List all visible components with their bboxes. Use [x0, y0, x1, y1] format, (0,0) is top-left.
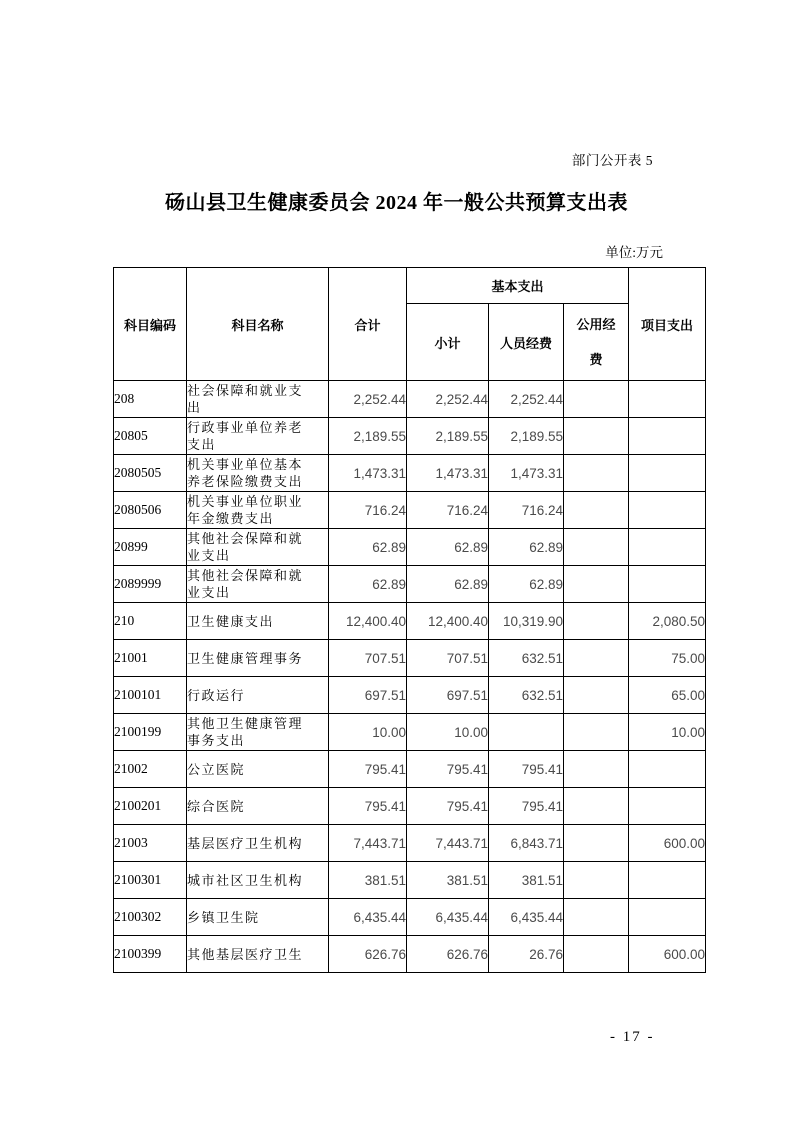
cell-project-expenditure: 600.00: [629, 825, 706, 862]
table-row: [114, 862, 706, 899]
cell-total: 795.41: [329, 788, 407, 825]
cell-subject-code: 20899: [114, 529, 187, 566]
cell-total: 10.00: [329, 714, 407, 751]
cell-basic-subtotal: 795.41: [407, 788, 489, 825]
cell-subject-name: [187, 788, 329, 825]
cell-total: 2,252.44: [329, 381, 407, 418]
cell-public-funds: [564, 418, 629, 455]
cell-public-funds: [564, 936, 629, 973]
cell-subject-name: [187, 936, 329, 973]
cell-subject-code: 2089999: [114, 566, 187, 603]
table-row: [114, 455, 706, 492]
cell-subject-name: [187, 677, 329, 714]
cell-total: 62.89: [329, 566, 407, 603]
cell-personnel-funds: 62.89: [489, 566, 564, 603]
cell-personnel-funds: 632.51: [489, 677, 564, 714]
cell-basic-subtotal: 626.76: [407, 936, 489, 973]
cell-subject-code: 2100201: [114, 788, 187, 825]
cell-subject-code: 21002: [114, 751, 187, 788]
cell-subject-name-text: 行政事业单位养老支出: [187, 420, 304, 452]
table-row: [114, 936, 706, 973]
cell-project-expenditure: 600.00: [629, 936, 706, 973]
cell-subject-code: 2080506: [114, 492, 187, 529]
unit-label: 单位:万元: [605, 245, 663, 260]
cell-basic-subtotal: 697.51: [407, 677, 489, 714]
column-header-total: 合计: [329, 268, 407, 381]
cell-total: 381.51: [329, 862, 407, 899]
cell-project-expenditure: [629, 381, 706, 418]
cell-subject-code: 2100301: [114, 862, 187, 899]
cell-public-funds: [564, 529, 629, 566]
cell-personnel-funds: 1,473.31: [489, 455, 564, 492]
cell-subject-name-text: 卫生健康支出: [187, 613, 275, 629]
cell-subject-name-text: 其他社会保障和就业支出: [187, 531, 304, 563]
cell-total: 697.51: [329, 677, 407, 714]
table-row: [114, 381, 706, 418]
cell-subject-code: 20805: [114, 418, 187, 455]
cell-subject-code: 2080505: [114, 455, 187, 492]
cell-subject-name-text: 社会保障和就业支出: [187, 383, 304, 415]
cell-total: 707.51: [329, 640, 407, 677]
table-row: [114, 418, 706, 455]
cell-subject-code: 2100101: [114, 677, 187, 714]
cell-public-funds: [564, 640, 629, 677]
cell-project-expenditure: [629, 862, 706, 899]
cell-subject-code: 208: [114, 381, 187, 418]
corner-label: 部门公开表 5: [571, 153, 653, 168]
cell-project-expenditure: [629, 455, 706, 492]
cell-subject-name-text: 其他社会保障和就业支出: [187, 568, 304, 600]
cell-subject-name-text: 机关事业单位基本养老保险缴费支出: [187, 457, 304, 489]
page-title: 砀山县卫生健康委员会 2024 年一般公共预算支出表: [165, 192, 628, 214]
cell-personnel-funds: 632.51: [489, 640, 564, 677]
cell-public-funds: [564, 566, 629, 603]
table-row: [114, 492, 706, 529]
cell-subject-name-text: 行政运行: [187, 687, 246, 703]
cell-subject-name: [187, 603, 329, 640]
table-header-row-1: [114, 268, 706, 304]
cell-total: 1,473.31: [329, 455, 407, 492]
cell-total: 2,189.55: [329, 418, 407, 455]
cell-public-funds: [564, 492, 629, 529]
cell-subject-code: 2100399: [114, 936, 187, 973]
cell-subject-name-text: 其他基层医疗卫生: [187, 946, 304, 962]
cell-project-expenditure: [629, 492, 706, 529]
cell-personnel-funds: 2,189.55: [489, 418, 564, 455]
cell-subject-name: [187, 825, 329, 862]
table-row: [114, 677, 706, 714]
cell-subject-name: [187, 751, 329, 788]
cell-subject-code: 210: [114, 603, 187, 640]
cell-basic-subtotal: 12,400.40: [407, 603, 489, 640]
cell-personnel-funds: 795.41: [489, 751, 564, 788]
cell-basic-subtotal: 707.51: [407, 640, 489, 677]
table-row: [114, 825, 706, 862]
cell-project-expenditure: [629, 899, 706, 936]
cell-subject-name: [187, 381, 329, 418]
cell-total: 6,435.44: [329, 899, 407, 936]
cell-project-expenditure: 65.00: [629, 677, 706, 714]
cell-project-expenditure: 75.00: [629, 640, 706, 677]
cell-basic-subtotal: 1,473.31: [407, 455, 489, 492]
cell-basic-subtotal: 62.89: [407, 529, 489, 566]
cell-subject-name-text: 公立医院: [187, 761, 246, 777]
column-header-public-funds-text: 公用经费: [576, 316, 616, 367]
cell-personnel-funds: [489, 714, 564, 751]
cell-subject-code: 2100302: [114, 899, 187, 936]
cell-project-expenditure: [629, 418, 706, 455]
cell-basic-subtotal: 795.41: [407, 751, 489, 788]
table-row: [114, 566, 706, 603]
cell-project-expenditure: [629, 529, 706, 566]
cell-personnel-funds: 716.24: [489, 492, 564, 529]
cell-subject-name: [187, 418, 329, 455]
column-header-public-funds: [564, 304, 629, 381]
cell-basic-subtotal: 2,189.55: [407, 418, 489, 455]
cell-total: 7,443.71: [329, 825, 407, 862]
cell-subject-code: 2100199: [114, 714, 187, 751]
cell-subject-name: [187, 455, 329, 492]
cell-personnel-funds: 381.51: [489, 862, 564, 899]
cell-subject-name-text: 乡镇卫生院: [187, 909, 260, 925]
cell-basic-subtotal: 7,443.71: [407, 825, 489, 862]
cell-project-expenditure: 10.00: [629, 714, 706, 751]
cell-public-funds: [564, 825, 629, 862]
cell-personnel-funds: 2,252.44: [489, 381, 564, 418]
cell-personnel-funds: 26.76: [489, 936, 564, 973]
cell-subject-name: [187, 714, 329, 751]
column-header-project-expenditure: 项目支出: [629, 268, 706, 381]
cell-public-funds: [564, 862, 629, 899]
cell-subject-name-text: 综合医院: [187, 798, 246, 814]
cell-personnel-funds: 62.89: [489, 529, 564, 566]
cell-subject-name: [187, 862, 329, 899]
table-row: [114, 529, 706, 566]
table-row: [114, 788, 706, 825]
cell-total: 716.24: [329, 492, 407, 529]
cell-project-expenditure: 2,080.50: [629, 603, 706, 640]
budget-table: [113, 267, 706, 973]
cell-subject-code: 21003: [114, 825, 187, 862]
cell-basic-subtotal: 381.51: [407, 862, 489, 899]
cell-subject-name: [187, 529, 329, 566]
cell-subject-name-text: 基层医疗卫生机构: [187, 835, 304, 851]
cell-total: 12,400.40: [329, 603, 407, 640]
cell-public-funds: [564, 751, 629, 788]
column-group-basic-expenditure: 基本支出: [407, 268, 629, 304]
cell-personnel-funds: 6,435.44: [489, 899, 564, 936]
cell-basic-subtotal: 716.24: [407, 492, 489, 529]
cell-public-funds: [564, 381, 629, 418]
cell-public-funds: [564, 455, 629, 492]
cell-subject-name: [187, 566, 329, 603]
table-row: [114, 899, 706, 936]
table-row: [114, 603, 706, 640]
cell-basic-subtotal: 2,252.44: [407, 381, 489, 418]
cell-subject-name: [187, 899, 329, 936]
table-row: [114, 751, 706, 788]
cell-public-funds: [564, 714, 629, 751]
cell-total: 62.89: [329, 529, 407, 566]
cell-personnel-funds: 795.41: [489, 788, 564, 825]
cell-project-expenditure: [629, 788, 706, 825]
cell-subject-name-text: 其他卫生健康管理事务支出: [187, 716, 304, 748]
column-header-name: 科目名称: [187, 268, 329, 381]
cell-subject-name: [187, 492, 329, 529]
cell-public-funds: [564, 788, 629, 825]
table-row: [114, 640, 706, 677]
table-row: [114, 714, 706, 751]
cell-personnel-funds: 10,319.90: [489, 603, 564, 640]
cell-basic-subtotal: 10.00: [407, 714, 489, 751]
cell-total: 795.41: [329, 751, 407, 788]
cell-total: 626.76: [329, 936, 407, 973]
cell-project-expenditure: [629, 751, 706, 788]
column-header-subtotal: 小计: [407, 304, 489, 381]
cell-public-funds: [564, 603, 629, 640]
column-header-code: 科目编码: [114, 268, 187, 381]
cell-basic-subtotal: 62.89: [407, 566, 489, 603]
cell-subject-name-text: 机关事业单位职业年金缴费支出: [187, 494, 304, 526]
cell-basic-subtotal: 6,435.44: [407, 899, 489, 936]
column-header-personnel-funds: 人员经费: [489, 304, 564, 381]
cell-subject-code: 21001: [114, 640, 187, 677]
cell-subject-name-text: 卫生健康管理事务: [187, 650, 304, 666]
cell-project-expenditure: [629, 566, 706, 603]
cell-personnel-funds: 6,843.71: [489, 825, 564, 862]
cell-public-funds: [564, 677, 629, 714]
cell-subject-name-text: 城市社区卫生机构: [187, 872, 304, 888]
page-number: - 17 -: [610, 1029, 655, 1045]
cell-public-funds: [564, 899, 629, 936]
cell-subject-name: [187, 640, 329, 677]
